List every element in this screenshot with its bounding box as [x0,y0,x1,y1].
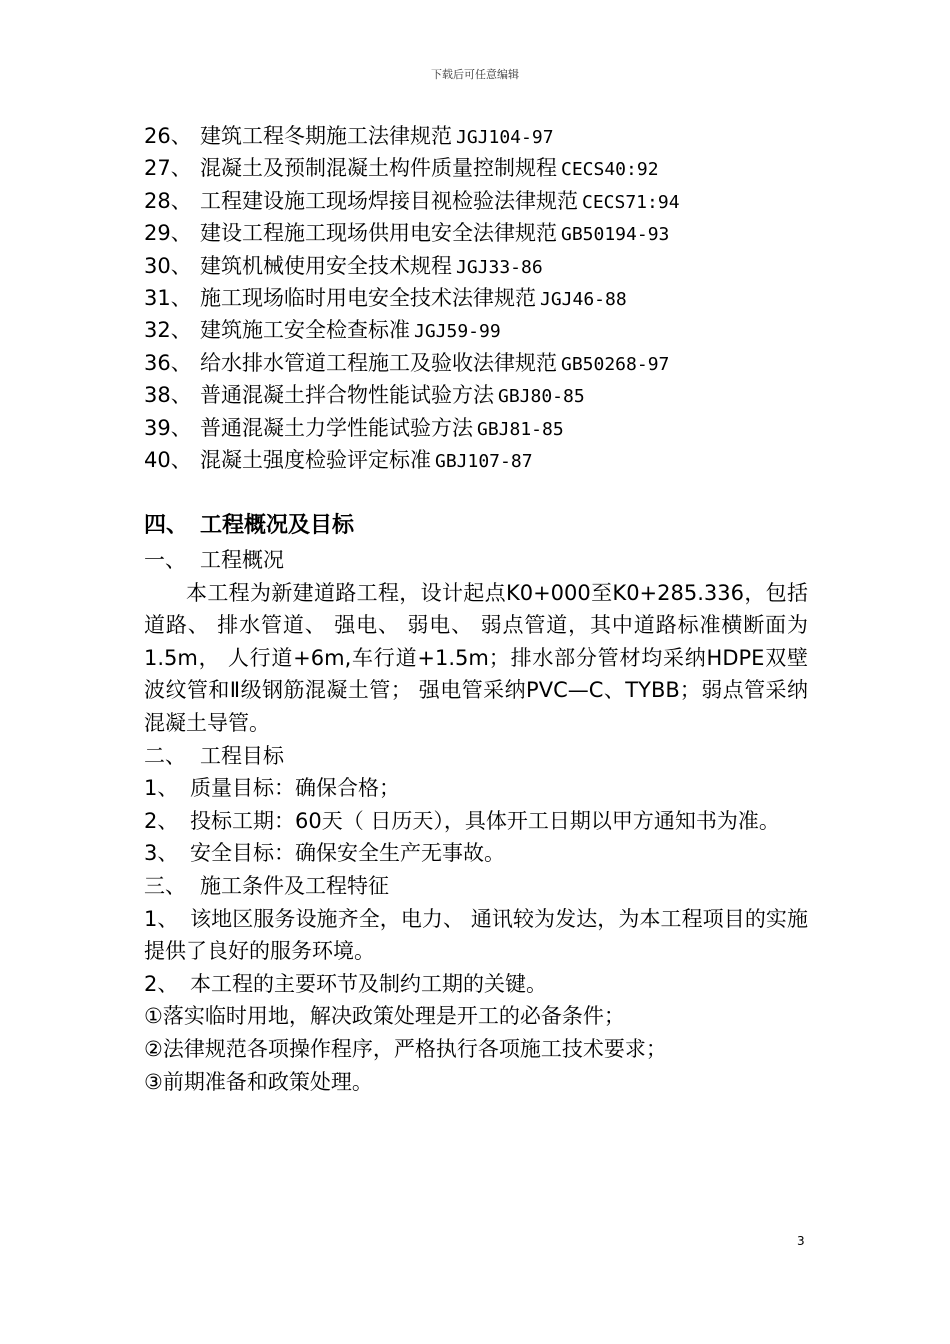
reference-code: JGJ33-86 [456,256,543,278]
goal-item [144,772,808,805]
goal-item [144,837,808,870]
subsection-number: 一、 [144,548,186,572]
reference-title: 建筑工程冬期施工法律规范 [200,124,452,148]
reference-title: 施工现场临时用电安全技术法律规范 [200,285,536,310]
overview-paragraph: 本工程为新建道路工程，设计起点K0+000至K0+285.336，包括道路、 排水管道、 强电、 弱电、 弱点管道，其中道路标准横断面为1.5m， 人行道+6m,车行道+1.5m；排水部分管材均采纳HDPE双壁波纹管和Ⅱ级钢筋混凝土管； 强电管采纳PVC—C、TYBB；弱点管采纳混凝土导管。 [144,580,808,735]
subsection-heading [144,870,808,903]
reference-number: 28、 [144,188,192,213]
reference-item [144,412,680,444]
reference-title: 建筑机械使用安全技术规程 [200,253,452,278]
circled-list-item: ②法律规范各项操作程序，严格执行各项施工技术要求； [144,1036,667,1061]
goal-text: 质量目标：确保合格； [190,776,400,801]
goal-item [144,805,808,838]
reference-number: 40、 [144,447,192,472]
condition-number: 1、 [144,906,179,931]
circled-list-item: ①落实临时用地，解决政策处理是开工的必备条件； [144,1004,625,1029]
reference-number: 30、 [144,253,192,278]
subsection-title: 工程目标 [200,743,284,768]
goal-number: 3、 [144,841,179,866]
reference-code: GBJ107-87 [435,450,533,472]
reference-code: GBJ81-85 [477,418,564,440]
reference-item [144,347,680,379]
condition-item [144,903,808,968]
section-body [144,508,808,1098]
reference-item [144,120,680,152]
reference-number: 36、 [144,350,192,375]
page-header: 下载后可任意编辑 [431,68,519,81]
reference-code: JGJ46-88 [540,288,627,310]
condition-text: 本工程的主要环节及制约工期的关键。 [190,971,547,996]
reference-number: 38、 [144,383,192,408]
condition-item [144,968,808,1001]
reference-item [144,152,680,184]
subsection-number: 三、 [144,873,186,898]
reference-item [144,217,680,249]
reference-title: 普通混凝土拌合物性能试验方法 [200,383,494,408]
reference-item [144,250,680,282]
subsection-title: 施工条件及工程特征 [200,873,389,898]
reference-code: CECS71:94 [582,191,680,213]
reference-title: 工程建设施工现场焊接目视检验法律规范 [200,188,578,213]
section-heading [144,508,808,544]
reference-title: 建筑施工安全检查标准 [200,318,410,343]
reference-title: 建设工程施工现场供用电安全法律规范 [200,221,557,246]
reference-item [144,314,680,346]
subsection-number: 二、 [144,743,186,768]
reference-item [144,282,680,314]
section-heading-text: 工程概况及目标 [200,513,355,538]
reference-title: 混凝土及预制混凝土构件质量控制规程 [200,156,557,181]
reference-title: 给水排水管道工程施工及验收法律规范 [200,350,557,375]
reference-item [144,444,680,476]
reference-item [144,379,680,411]
reference-code: JGJ104-97 [456,127,554,148]
page-number: 3 [797,1234,805,1248]
goal-text: 投标工期：60天（ 日历天），具体开工日期以甲方通知书为准。 [190,808,780,833]
reference-number: 31、 [144,285,192,310]
circled-list-item: ③前期准备和政策处理。 [144,1069,373,1094]
reference-code: GB50194-93 [561,224,670,246]
goal-text: 安全目标：确保安全生产无事故。 [190,841,505,866]
reference-number: 27、 [144,156,192,181]
subsection-heading [144,740,808,773]
reference-title: 普通混凝土力学性能试验方法 [200,415,473,440]
subsection-title: 工程概况 [200,548,284,572]
reference-code: CECS40:92 [561,159,659,181]
condition-text: 该地区服务设施齐全，电力、 通讯较为发达，为本工程项目的实施提供了良好的服务环境。 [144,906,808,964]
subsection-heading [144,544,808,577]
reference-number: 29、 [144,221,192,246]
goal-number: 1、 [144,776,179,801]
reference-number: 26、 [144,124,192,148]
reference-item [144,185,680,217]
reference-number: 32、 [144,318,192,343]
section-heading-number: 四、 [144,513,189,538]
reference-title: 混凝土强度检验评定标准 [200,447,431,472]
goal-number: 2、 [144,808,179,833]
reference-number: 39、 [144,415,192,440]
reference-list [144,120,680,476]
condition-number: 2、 [144,971,179,996]
reference-code: JGJ59-99 [414,321,501,343]
reference-code: GBJ80-85 [498,386,585,408]
reference-code: GB50268-97 [561,353,670,375]
